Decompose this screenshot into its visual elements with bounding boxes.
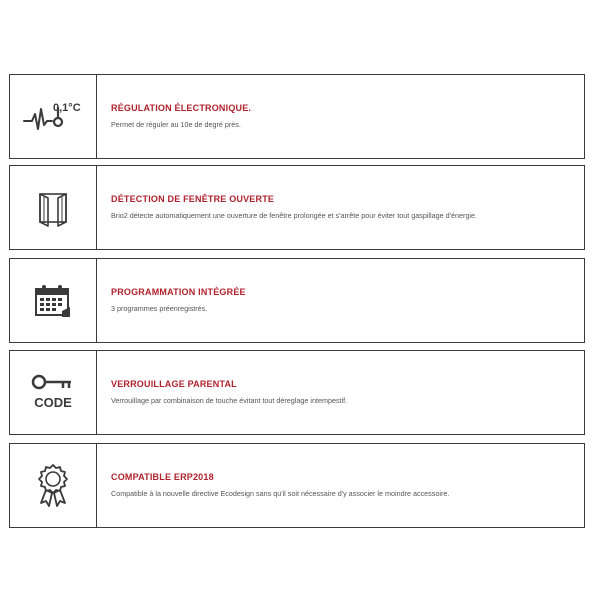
feature-title: VERROUILLAGE PARENTAL xyxy=(111,379,237,389)
feature-item-programming xyxy=(9,258,585,343)
feature-icon-cell xyxy=(10,166,97,249)
key-code-icon xyxy=(29,371,77,415)
certification-badge-icon xyxy=(32,463,74,509)
feature-text-cell xyxy=(97,166,584,249)
open-window-icon xyxy=(33,188,73,228)
feature-description: Brio2 détecte automatiquement une ouverture de fenêtre prolongée et s'arrête pour éviter tout gaspillage d'énergie. xyxy=(111,211,477,220)
feature-text-cell xyxy=(97,259,584,342)
feature-list xyxy=(9,74,585,534)
feature-text-cell xyxy=(97,444,584,527)
feature-description: Compatible à la nouvelle directive Ecodesign sans qu'il soit nécessaire d'y associer le moindre accessoire. xyxy=(111,489,450,498)
feature-item-regulation xyxy=(9,74,585,159)
feature-description: 3 programmes préenregistrés. xyxy=(111,304,208,313)
feature-description: Verrouillage par combinaison de touche évitant tout déreglage intempestif. xyxy=(111,396,348,405)
temperature-regulation-icon xyxy=(22,97,84,137)
feature-title: COMPATIBLE ERP2018 xyxy=(111,472,214,482)
feature-text-cell xyxy=(97,75,584,158)
temperature-value-label: 0,1°C xyxy=(53,101,81,114)
feature-text-cell xyxy=(97,351,584,434)
code-label: CODE xyxy=(34,394,72,410)
feature-item-parental-lock xyxy=(9,350,585,435)
feature-icon-cell xyxy=(10,75,97,158)
feature-icon-cell xyxy=(10,259,97,342)
feature-item-window-detection xyxy=(9,165,585,250)
feature-icon-cell xyxy=(10,444,97,527)
feature-title: DÉTECTION DE FENÊTRE OUVERTE xyxy=(111,194,275,204)
feature-item-compatibility xyxy=(9,443,585,528)
feature-icon-cell xyxy=(10,351,97,434)
feature-description: Permet de réguler au 10e de degré près. xyxy=(111,120,241,129)
feature-title: RÉGULATION ÉLECTRONIQUE. xyxy=(111,103,252,113)
calendar-programming-icon xyxy=(32,281,74,321)
feature-title: PROGRAMMATION INTÉGRÉE xyxy=(111,287,246,297)
